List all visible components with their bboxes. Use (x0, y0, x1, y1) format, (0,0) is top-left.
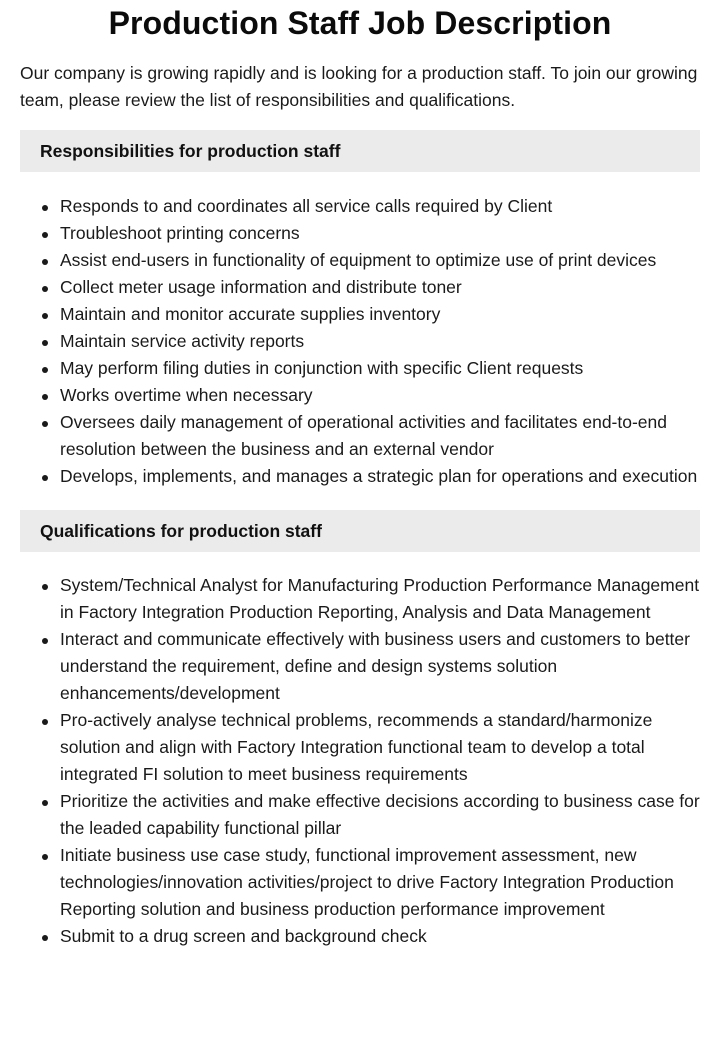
list-item: Maintain service activity reports (60, 328, 700, 355)
list-item: Oversees daily management of operational activities and facilitates end-to-end resolution between the business and an external vendor (60, 409, 700, 463)
list-item: Collect meter usage information and distribute toner (60, 274, 700, 301)
list-item: Works overtime when necessary (60, 382, 700, 409)
responsibilities-list (20, 193, 700, 490)
list-item: Responds to and coordinates all service calls required by Client (60, 193, 700, 220)
list-item: System/Technical Analyst for Manufacturing Production Performance Management in Factory Integration Production Reporting, Analysis and Data Management (60, 572, 700, 626)
qualifications-list (20, 572, 700, 950)
intro-paragraph: Our company is growing rapidly and is looking for a production staff. To join our growing team, please review the list of responsibilities and qualifications. (20, 63, 698, 110)
list-item: Develops, implements, and manages a strategic plan for operations and execution (60, 463, 700, 490)
list-item: Assist end-users in functionality of equipment to optimize use of print devices (60, 247, 700, 274)
page-title: Production Staff Job Description (108, 5, 612, 41)
list-item: Submit to a drug screen and background check (60, 923, 700, 950)
list-item: Troubleshoot printing concerns (60, 220, 700, 247)
responsibilities-heading: Responsibilities for production staff (20, 130, 700, 172)
qualifications-heading: Qualifications for production staff (20, 510, 700, 552)
list-item: May perform filing duties in conjunction with specific Client requests (60, 355, 700, 382)
list-item: Initiate business use case study, functional improvement assessment, new technologies/innovation activities/project to drive Factory Integration Production Reporting solution and business production performance improvement (60, 842, 700, 923)
list-item: Interact and communicate effectively with business users and customers to better understand the requirement, define and design systems solution enhancements/development (60, 626, 700, 707)
list-item: Pro-actively analyse technical problems, recommends a standard/harmonize solution and align with Factory Integration functional team to develop a total integrated FI solution to meet business requirements (60, 707, 700, 788)
list-item: Maintain and monitor accurate supplies inventory (60, 301, 700, 328)
list-item: Prioritize the activities and make effective decisions according to business case for the leaded capability functional pillar (60, 788, 700, 842)
